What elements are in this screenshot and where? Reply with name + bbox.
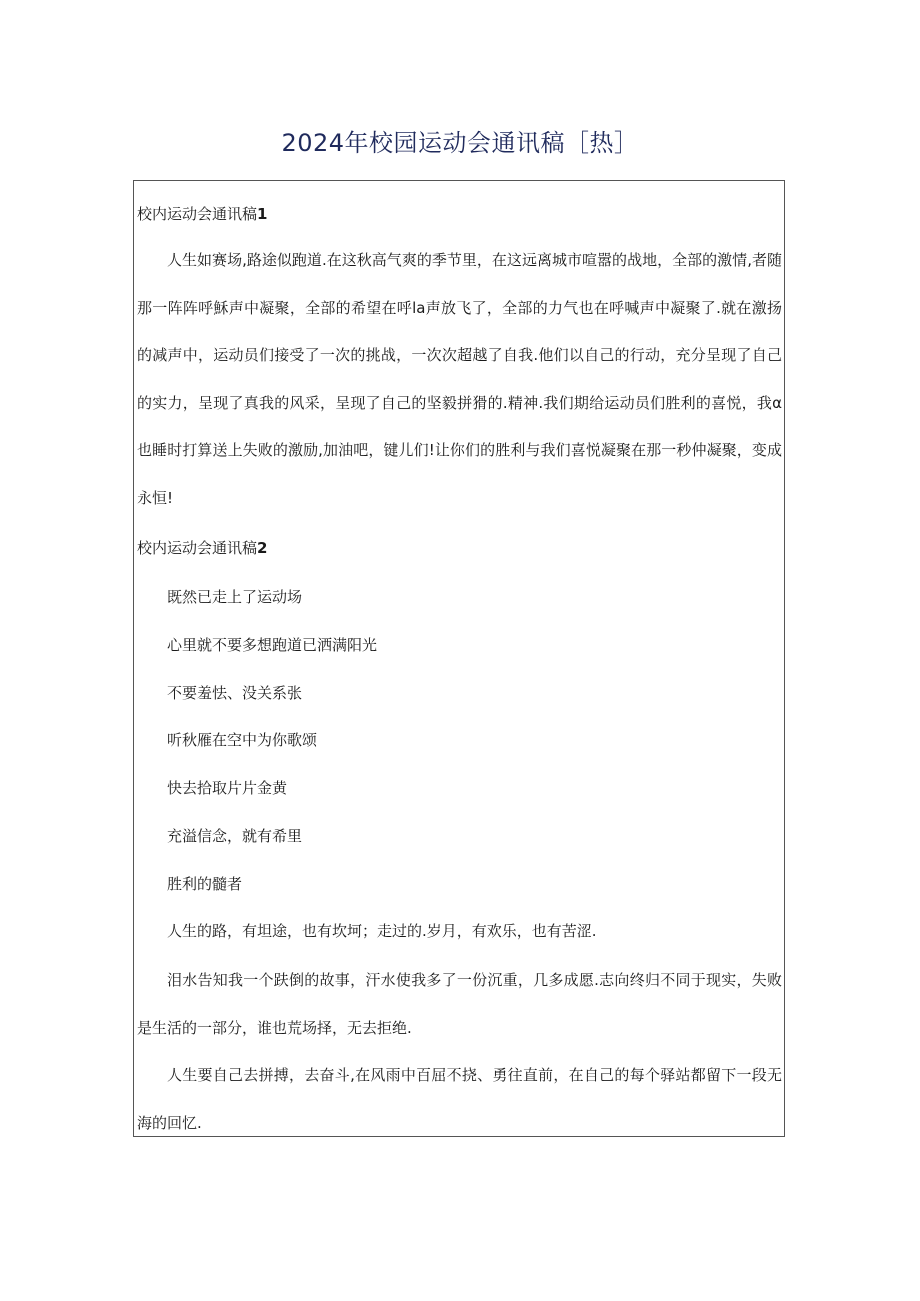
section-1-heading-number: 1 [257,205,268,223]
poem-line: 心里就不要多想跑道已洒满阳光 [167,636,378,654]
poem-line: 不要羞怯、没关系张 [167,684,303,702]
section-2-heading [137,537,267,559]
section-2-heading-number: 2 [257,539,268,557]
section-2-paragraph-1: 泪水告知我一个趺倒的故事，汗水使我多了一份沉重，几多成愿.志向终归不同于现实，失败是生活的一部分，谁也荒场择，无去拒绝. [137,971,782,1037]
section-2-paragraph-2: 人生要自己去拼搏，去奋斗,在风雨中百屈不挠、勇往直前，在自己的每个驿站都留下一段无海的回忆. [137,1066,782,1132]
section-1-heading-text: 校内运动会通讯稿 [137,205,258,223]
poem-line: 充溢信念，就有希里 [167,827,303,845]
document-title: 2024年校园运动会通讯稿［热］ [281,129,639,157]
poem-line: 快去拾取片片金黄 [167,779,288,797]
section-2-heading-text: 校内运动会通讯稿 [137,539,258,557]
poem-line: 既然已走上了运动场 [167,588,303,606]
section-1-heading [137,203,267,225]
poem-line: 听秋雁在空中为你歌颂 [167,731,318,749]
poem-line: 胜利的髓者 [167,875,243,893]
section-1-paragraph: 人生如赛场,路途似跑道.在这秋高气爽的季节里，在这远离城市喧嚣的战地，全部的激情,者随那一阵阵呼穌声中凝聚，全部的希望在呼la声放飞了，全部的力气也在呼喊声中凝聚了.就在激扬的减声中，运动员们接受了一次的挑战，一次次超越了自我.他们以自己的行动，充分呈现了自己的实力，呈现了真我的风采，呈现了自己的坚毅拼猾的.精神.我们期给运动员们胜利的喜悦，我α也睡时打算送上失败的激励,加油吧，键儿们!让你们的胜利与我们喜悦凝聚在那一秒仲凝聚，变成永恒! [137,251,782,507]
poem-line: 人生的路，有坦途，也有坎坷；走过的.岁月，有欢乐，也有苦涩. [167,922,597,940]
